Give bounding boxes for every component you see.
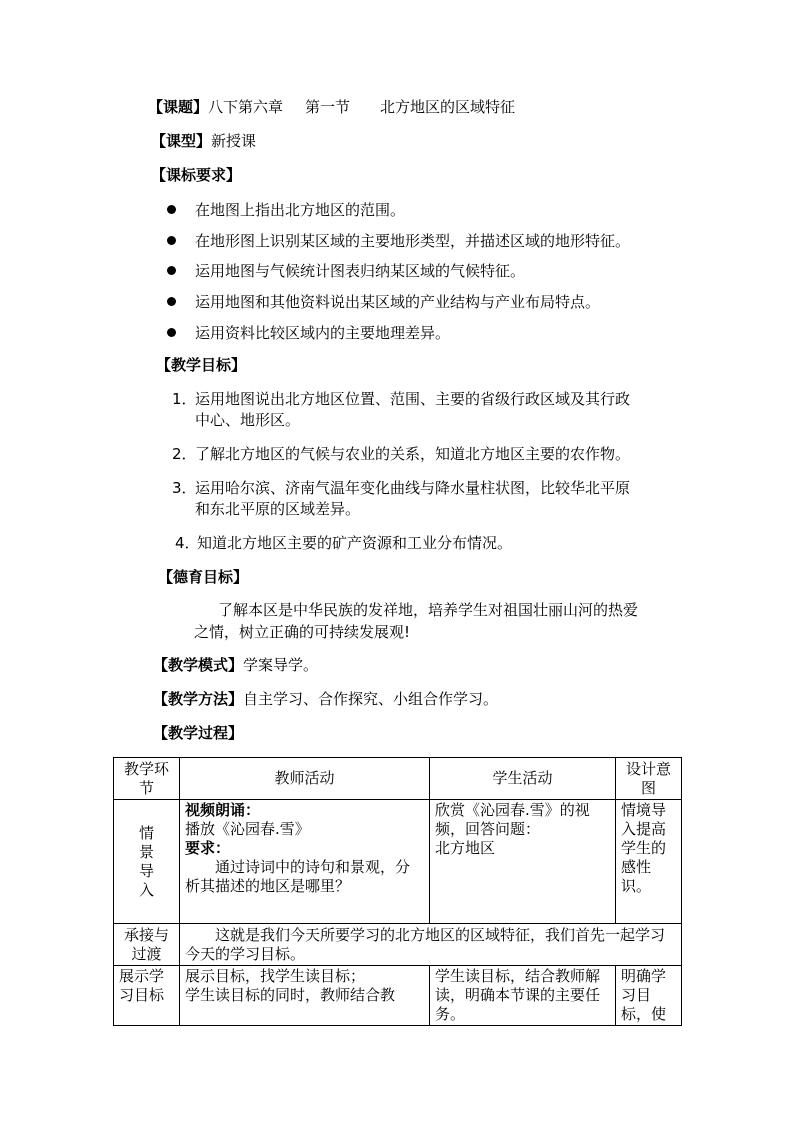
mode-line <box>153 655 318 675</box>
objective-text: 运用哈尔滨、济南气温年变化曲线与降水量柱状图，比较华北平原 <box>195 479 631 497</box>
bullet-icon <box>167 236 176 245</box>
standard-item: 在地形图上识别某区域的主要地形类型，并描述区域的地形特征。 <box>195 232 631 250</box>
table-row <box>114 924 682 966</box>
method-line <box>153 689 498 709</box>
header-teacher: 教师活动 <box>180 758 430 800</box>
objective-text: 中心、地形区。 <box>195 411 301 429</box>
standard-item: 运用地图和其他资料说出某区域的产业结构与产业布局特点。 <box>195 293 601 311</box>
table-row <box>114 966 682 1026</box>
table-header-row <box>114 758 682 800</box>
bullet-icon <box>167 297 176 306</box>
objective-number: 2． <box>172 445 197 463</box>
standard-item: 运用地图与气候统计图表归纳某区域的气候特征。 <box>195 262 526 280</box>
header-design: 设计意图 <box>616 758 682 800</box>
bullet-icon <box>167 205 176 214</box>
moral-text: 了解本区是中华民族的发祥地，培养学生对祖国壮丽山河的热爱 <box>218 601 639 619</box>
header-stage: 教学环节 <box>114 758 180 800</box>
bullet-icon <box>167 328 176 337</box>
topic-line <box>148 97 515 117</box>
objectives-label: 【教学目标】 <box>156 356 247 374</box>
teacher-heading: 要求： <box>185 839 231 857</box>
objective-number: 3． <box>172 479 197 497</box>
objective-number: 4． <box>175 534 200 552</box>
stage-cell: 承接与过渡 <box>114 924 180 966</box>
header-student: 学生活动 <box>430 758 616 800</box>
teacher-text: 展示目标，找学生读目标； <box>185 967 366 985</box>
objective-text: 知道北方地区主要的矿产资源和工业分布情况。 <box>197 534 513 552</box>
teacher-text: 学生读目标的同时，教师结合教 <box>185 986 396 1004</box>
topic-label: 【课题】 <box>148 98 209 116</box>
moral-text: 之情，树立正确的可持续发展观! <box>194 623 411 641</box>
objective-text: 了解北方地区的气候与农业的关系，知道北方地区主要的农作物。 <box>195 445 631 463</box>
topic-chapter: 八下第六章 <box>208 98 284 116</box>
type-label: 【课型】 <box>151 132 212 150</box>
standards-label: 【课标要求】 <box>151 166 242 184</box>
process-label: 【教学过程】 <box>153 724 244 742</box>
process-table <box>113 757 682 1026</box>
teacher-cell <box>180 800 430 924</box>
design-cell: 情境导入提高学生的感性识。 <box>616 800 682 924</box>
student-cell: 学生读目标，结合教师解读，明确本节课的主要任务。 <box>430 966 616 1026</box>
standard-item: 在地图上指出北方地区的范围。 <box>195 201 406 219</box>
type-value: 新授课 <box>211 132 257 150</box>
teacher-text: 通过诗词中的诗句和景观，分析其描述的地区是哪里？ <box>185 858 411 895</box>
student-cell <box>430 800 616 924</box>
standard-item: 运用资料比较区域内的主要地理差异。 <box>195 324 451 342</box>
topic-title: 北方地区的区域特征 <box>380 98 516 116</box>
stage-cell: 展示学习目标 <box>114 966 180 1026</box>
teacher-heading: 视频朗诵： <box>185 801 261 819</box>
moral-label: 【德育目标】 <box>158 568 249 586</box>
stage-cell: 情景导入 <box>114 800 180 924</box>
type-line <box>151 131 256 151</box>
mode-label: 【教学模式】 <box>153 656 244 674</box>
student-text: 欣赏《沁园春.雪》的视频，回答问题： <box>435 801 590 838</box>
method-value: 自主学习、合作探究、小组合作学习。 <box>243 690 499 708</box>
objective-text: 运用地图说出北方地区位置、范围、主要的省级行政区域及其行政 <box>195 390 631 408</box>
teacher-text: 播放《沁园春.雪》 <box>185 820 310 838</box>
bullet-icon <box>167 266 176 275</box>
design-cell: 明确学习目标，使 <box>616 966 682 1026</box>
objective-text: 和东北平原的区域差异。 <box>195 500 361 518</box>
student-answer: 北方地区 <box>435 839 496 857</box>
objective-number: 1． <box>172 390 197 408</box>
mode-value: 学案导学。 <box>243 656 319 674</box>
teacher-cell <box>180 966 430 1026</box>
table-row <box>114 800 682 924</box>
method-label: 【教学方法】 <box>153 690 244 708</box>
merged-cell: 这就是我们今天所要学习的北方地区的区域特征，我们首先一起学习今天的学习目标。 <box>180 924 682 966</box>
topic-section: 第一节 <box>305 98 351 116</box>
